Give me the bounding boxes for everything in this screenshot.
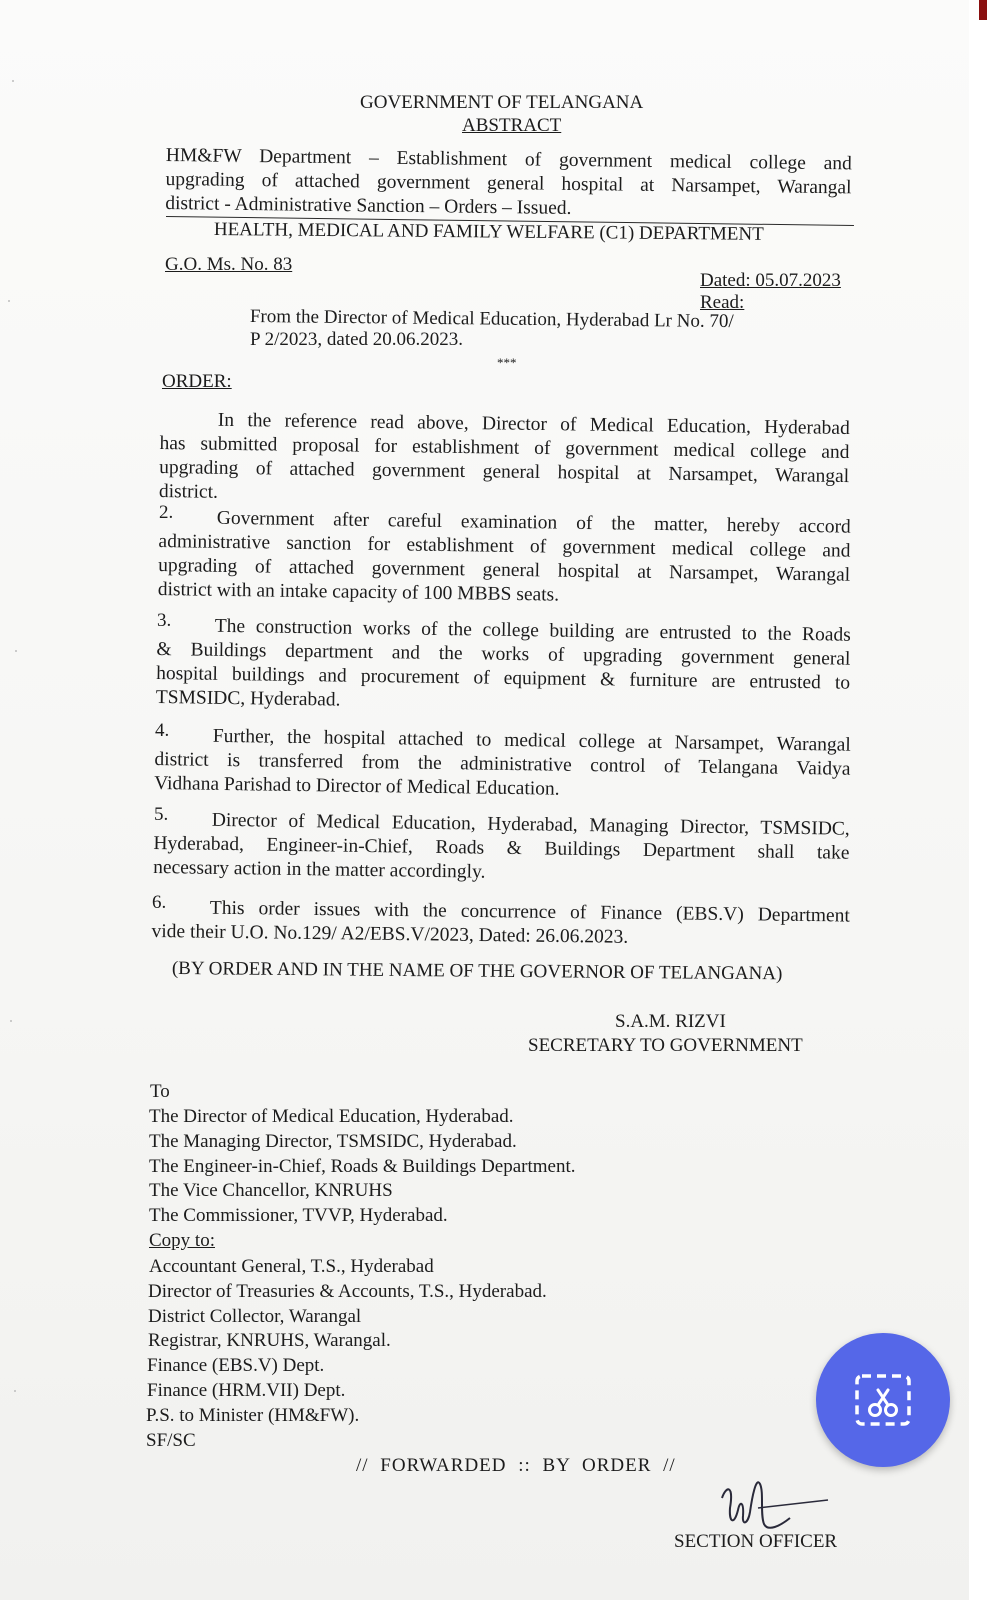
order-paragraph-4: [154, 724, 851, 806]
paragraph-line: Hyderabad, Engineer-in-Chief, Roads & Buildings Department shall take: [153, 832, 850, 864]
paragraph-line: district is transferred from the administrative control of Telangana Vaidya: [154, 748, 851, 780]
paragraph-number: 3.: [157, 610, 172, 631]
paragraph-line: Vidhana Parishad to Director of Medical Education.: [154, 772, 560, 800]
speck: [14, 1390, 16, 1392]
copy-to-label: Copy to:: [149, 1230, 215, 1251]
order-paragraph-6: [151, 896, 850, 953]
abstract-heading: ABSTRACT: [462, 115, 562, 136]
paragraph-line: vide their U.O. No.129/ A2/EBS.V/2023, Dated: 26.06.2023.: [151, 920, 629, 948]
subject-line: upgrading of attached government general hospital at Narsampet, Warangal: [165, 168, 852, 199]
page-edge: [969, 0, 987, 1600]
subject-block: [165, 144, 852, 224]
paragraph-line: administrative sanction for establishment of government medical college and: [158, 530, 851, 562]
paragraph-line: necessary action in the matter accordingly.: [153, 856, 486, 883]
paragraph-line: TSMSIDC, Hyderabad.: [155, 686, 341, 711]
signatory-name: S.A.M. RIZVI: [615, 1011, 726, 1032]
order-paragraph-2: [158, 506, 851, 612]
department-heading: HEALTH, MEDICAL AND FAMILY WELFARE (C1) DEPARTMENT: [213, 219, 764, 245]
corner-mark: [979, 0, 987, 20]
speck: [10, 1020, 12, 1022]
copy-recipient: P.S. to Minister (HM&FW).: [146, 1405, 360, 1426]
copy-recipient: Finance (EBS.V) Dept.: [147, 1355, 325, 1376]
screenshot-edit-button[interactable]: [816, 1333, 950, 1467]
recipient: The Managing Director, TSMSIDC, Hyderabad.: [149, 1131, 517, 1152]
paragraph-line: Government after careful examination of the matter, hereby accord: [216, 507, 851, 538]
subject-line: HM&FW Department – Establishment of government medical college and: [165, 144, 852, 175]
recipient: The Director of Medical Education, Hyderabad.: [149, 1106, 514, 1127]
subject-line: district - Administrative Sanction – Orders – Issued.: [165, 192, 572, 219]
forwarded-line: // FORWARDED :: BY ORDER //: [356, 1455, 676, 1476]
reference-line: P 2/2023, dated 20.06.2023.: [250, 329, 464, 350]
order-paragraph-1: [159, 408, 850, 513]
copy-recipient: Accountant General, T.S., Hyderabad: [149, 1256, 434, 1277]
reference-line: From the Director of Medical Education, Hyderabad Lr No. 70/: [249, 306, 734, 333]
paragraph-line: hospital buildings and procurement of equipment & furniture are entrusted to: [156, 662, 851, 694]
recipient: The Commissioner, TVVP, Hyderabad.: [149, 1205, 448, 1226]
paragraph-number: 5.: [154, 804, 169, 825]
government-title: GOVERNMENT OF TELANGANA: [360, 92, 644, 113]
paragraph-line: upgrading of attached government general hospital at Narsampet, Warangal: [158, 554, 851, 586]
order-heading: ORDER:: [162, 371, 232, 392]
speck: [12, 80, 14, 82]
paragraph-number: 4.: [155, 720, 170, 741]
go-number: G.O. Ms. No. 83: [165, 254, 293, 275]
paragraph-line: district.: [158, 480, 219, 503]
paragraph-line: has submitted proposal for establishment of government medical college and: [159, 432, 850, 464]
paragraph-line: Director of Medical Education, Hyderabad, Managing Director, TSMSIDC,: [211, 809, 850, 840]
paragraph-number: 6.: [152, 892, 167, 913]
copy-recipient: Registrar, KNRUHS, Warangal.: [148, 1330, 391, 1351]
to-label: To: [150, 1081, 170, 1102]
paragraph-line: This order issues with the concurrence of Finance (EBS.V) Department: [209, 897, 850, 927]
paragraph-number: 2.: [159, 502, 174, 523]
section-officer: SECTION OFFICER: [674, 1531, 838, 1552]
paragraph-line: district with an intake capacity of 100 MBBS seats.: [157, 578, 560, 606]
copy-recipient: Finance (HRM.VII) Dept.: [147, 1380, 346, 1401]
speck: [15, 650, 17, 652]
paragraph-line: In the reference read above, Director of Medical Education, Hyderabad: [217, 409, 850, 440]
copy-recipient: SF/SC: [146, 1430, 196, 1451]
paragraph-line: The construction works of the college building are entrusted to the Roads: [214, 615, 851, 646]
order-paragraph-5: [153, 808, 850, 890]
copy-recipient: District Collector, Warangal: [148, 1306, 362, 1327]
copy-recipient: Director of Treasuries & Accounts, T.S., Hyderabad.: [148, 1281, 547, 1302]
dated: Dated: 05.07.2023: [700, 270, 841, 291]
paragraph-line: Further, the hospital attached to medical college at Narsampet, Warangal: [212, 725, 851, 756]
recipient: The Engineer-in-Chief, Roads & Buildings Department.: [149, 1156, 576, 1177]
paragraph-line: upgrading of attached government general hospital at Narsampet, Warangal: [159, 456, 850, 488]
recipient: The Vice Chancellor, KNRUHS: [149, 1180, 393, 1201]
speck: [8, 300, 10, 302]
signatory-designation: SECRETARY TO GOVERNMENT: [528, 1035, 803, 1056]
paragraph-line: & Buildings department and the works of upgrading government general: [156, 638, 851, 670]
order-paragraph-3: [156, 614, 851, 720]
screenshot-scissors-icon: [853, 1370, 913, 1430]
by-order-line: (BY ORDER AND IN THE NAME OF THE GOVERNOR OF TELANGANA): [171, 958, 783, 985]
separator: ***: [497, 355, 517, 370]
read-label: Read:: [700, 292, 745, 313]
